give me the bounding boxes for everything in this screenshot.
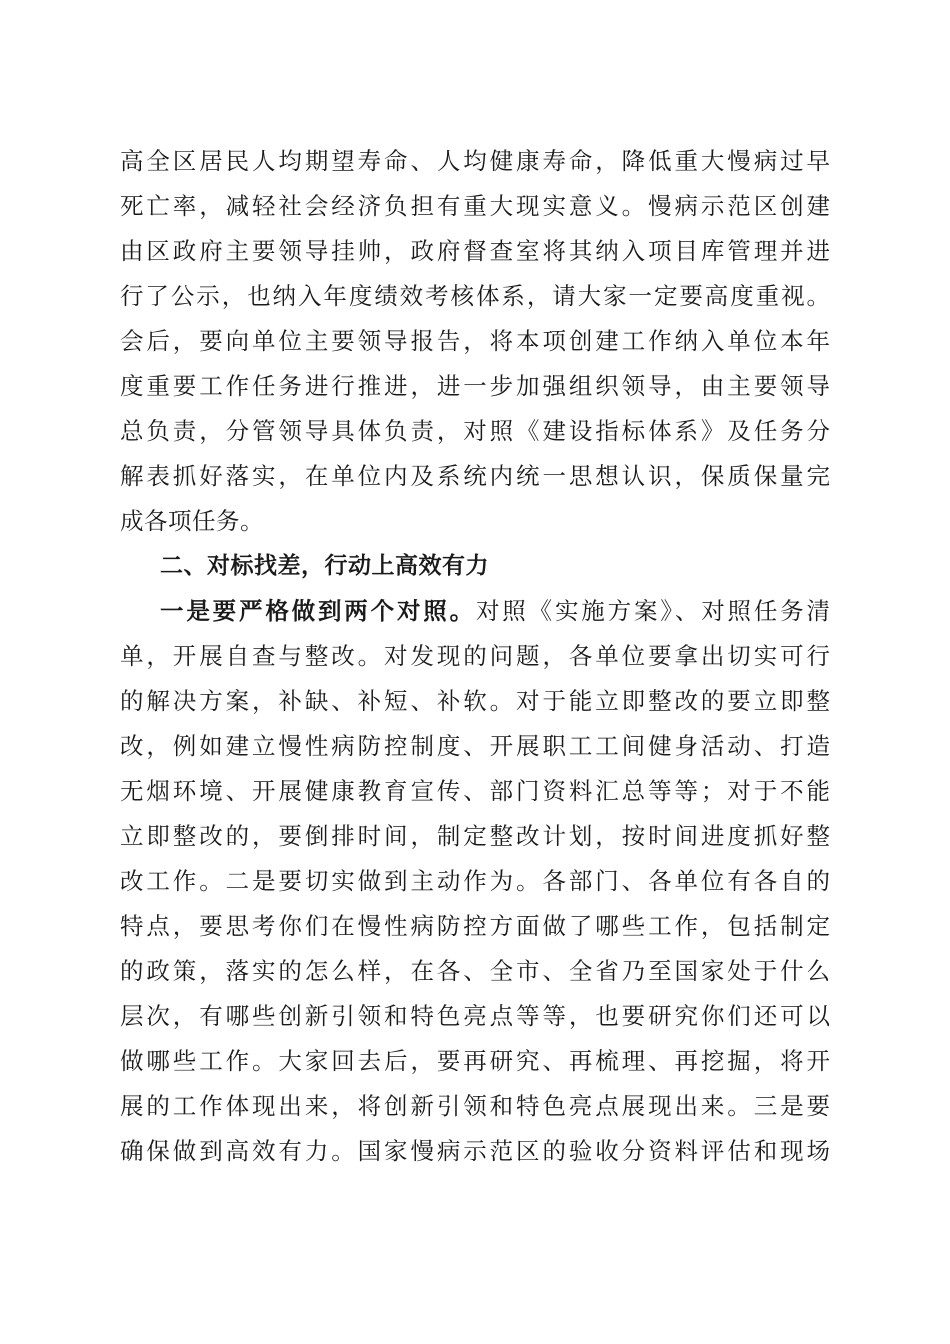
text-line: 死亡率，减轻社会经济负担有重大现实意义。慢病示范区创建 (120, 192, 830, 220)
text-line: 展的工作体现出来，将创新引领和特色亮点展现出来。三是要 (120, 1092, 830, 1120)
text-line: 总负责，分管领导具体负责，对照《建设指标体系》及任务分 (120, 417, 830, 445)
text-line: 度重要工作任务进行推进，进一步加强组织领导，由主要领导 (120, 372, 830, 400)
text-line: 行了公示，也纳入年度绩效考核体系，请大家一定要高度重视。 (120, 282, 830, 310)
text-line: 特点，要思考你们在慢性病防控方面做了哪些工作，包括制定 (120, 912, 830, 940)
text-line: 改工作。二是要切实做到主动作为。各部门、各单位有各自的 (120, 867, 830, 895)
text-line: 层次，有哪些创新引领和特色亮点等等，也要研究你们还可以 (120, 1002, 830, 1030)
lead-phrase: 一是要严格做到两个对照。 (160, 597, 476, 625)
text-line-first (120, 589, 830, 634)
text-line: 解表抓好落实，在单位内及系统内统一思想认识，保质保量完 (120, 462, 830, 490)
section-heading: 二、对标找差，行动上高效有力 (160, 553, 489, 579)
text-line: 做哪些工作。大家回去后，要再研究、再梳理、再挖掘，将开 (120, 1047, 830, 1075)
text-line: 改，例如建立慢性病防控制度、开展职工工间健身活动、打造 (120, 732, 830, 760)
text-line: 成各项任务。 (120, 507, 264, 535)
text-line: 的解决方案，补缺、补短、补软。对于能立即整改的要立即整 (120, 687, 830, 715)
text-line: 单，开展自查与整改。对发现的问题，各单位要拿出切实可行 (120, 642, 830, 670)
text-line: 的政策，落实的怎么样，在各、全市、全省乃至国家处于什么 (120, 957, 830, 985)
line-rest: 对照《实施方案》、对照任务清 (475, 597, 831, 625)
document-body (120, 139, 830, 1174)
text-line: 确保做到高效有力。国家慢病示范区的验收分资料评估和现场 (120, 1137, 830, 1165)
text-line: 高全区居民人均期望寿命、人均健康寿命，降低重大慢病过早 (120, 147, 830, 175)
paragraph-section-two (120, 589, 830, 1174)
text-line: 立即整改的，要倒排时间，制定整改计划，按时间进度抓好整 (120, 822, 830, 850)
text-line: 由区政府主要领导挂帅，政府督查室将其纳入项目库管理并进 (120, 237, 830, 265)
text-line: 会后，要向单位主要领导报告，将本项创建工作纳入单位本年 (120, 327, 830, 355)
paragraph-continuation (120, 139, 830, 544)
text-line: 无烟环境、开展健康教育宣传、部门资料汇总等等；对于不能 (120, 777, 830, 805)
